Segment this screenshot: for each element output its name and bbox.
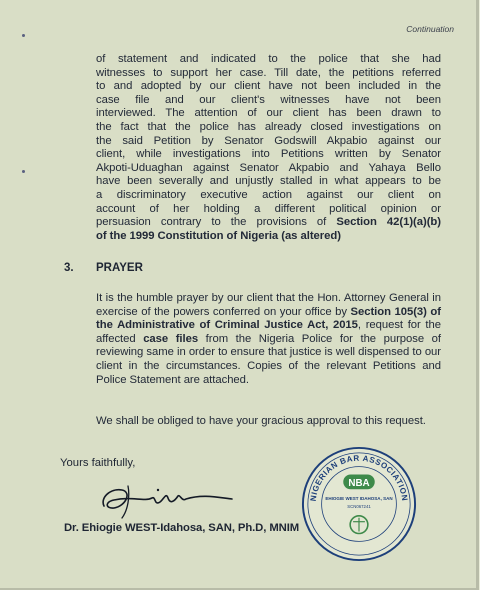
text-line: interviewed. The attention of our client has been drawn to (96, 107, 441, 120)
constitution-ref: of the 1999 Constitution of Nigeria (as altered) (96, 229, 341, 242)
prayer-text-1: It is the humble prayer by our client that the Hon. Attorney General in exercise of the powers conferred on your office by (96, 292, 441, 318)
signer-name: Dr. Ehiogie WEST-Idahosa, SAN, Ph.D, MNIM (64, 522, 300, 534)
prayer-text-2: , request for the affected (96, 319, 441, 345)
text-line: witnesses to support her case. Till date, the petitions referred (96, 66, 441, 79)
text-line: to and adopted by our client have not been included in the (96, 80, 441, 93)
svg-text:SCN067241: SCN067241 (347, 503, 371, 509)
text-line: of statement and indicated to the police that she had (96, 53, 441, 65)
paragraph-prayer (96, 292, 441, 387)
hole-punch-mark (22, 34, 25, 37)
section-number: 3. (64, 262, 74, 274)
paragraph-investigation-status (96, 53, 441, 243)
text-line: account of her holding a different political opinion or (96, 202, 441, 215)
text-line: case file and our client's witnesses have not been (96, 93, 441, 106)
svg-text:EHIOGIE WEST IDAHOSA, SAN: EHIOGIE WEST IDAHOSA, SAN (325, 496, 393, 502)
acja-section-ref: Section 105(3) of the Administrative of Criminal Justice Act, 2015 (96, 305, 441, 332)
text-line: have been severally and unjustly stalled in what appears to be (96, 175, 441, 188)
handwritten-signature (92, 472, 242, 522)
text-line: the said Petition by Senator Godswill Akpabio against our (96, 134, 441, 147)
closing-salutation: Yours faithfully, (60, 457, 136, 469)
text-line: persuasion contrary to the provisions of (96, 216, 327, 229)
text-line: the fact that the police has already closed investigations on (96, 120, 441, 133)
paragraph-approval-request: We shall be obliged to have your gracious approval to this request. (96, 415, 426, 427)
text-line: a discriminatory executive action against our client on (96, 188, 441, 201)
section-heading: PRAYER (96, 262, 143, 274)
svg-text:NBA: NBA (348, 477, 370, 489)
text-line-with-ref (96, 216, 441, 230)
constitution-section-ref: Section 42(1)(a)(b) (336, 216, 441, 229)
hole-punch-mark (22, 170, 25, 173)
case-files-term: case files (143, 332, 199, 345)
text-line: Akpoti-Uduaghan against Senator Akpabio and Yahaya Bello (96, 161, 441, 174)
text-line: client, while investigations into Petitions written by Senator (96, 148, 441, 161)
prayer-text-3: from the Nigeria Police for the purpose of reviewing same in order to ensure that justice is well dispensed to our client in the circumstances. Copies of the relevant Petitions and Police Statement are attached. (96, 332, 442, 386)
continuation-label: Continuation (406, 24, 454, 34)
svg-text:NIGERIAN BAR ASSOCIATION: NIGERIAN BAR ASSOCIATION (308, 453, 410, 502)
nba-stamp-seal (300, 445, 418, 563)
